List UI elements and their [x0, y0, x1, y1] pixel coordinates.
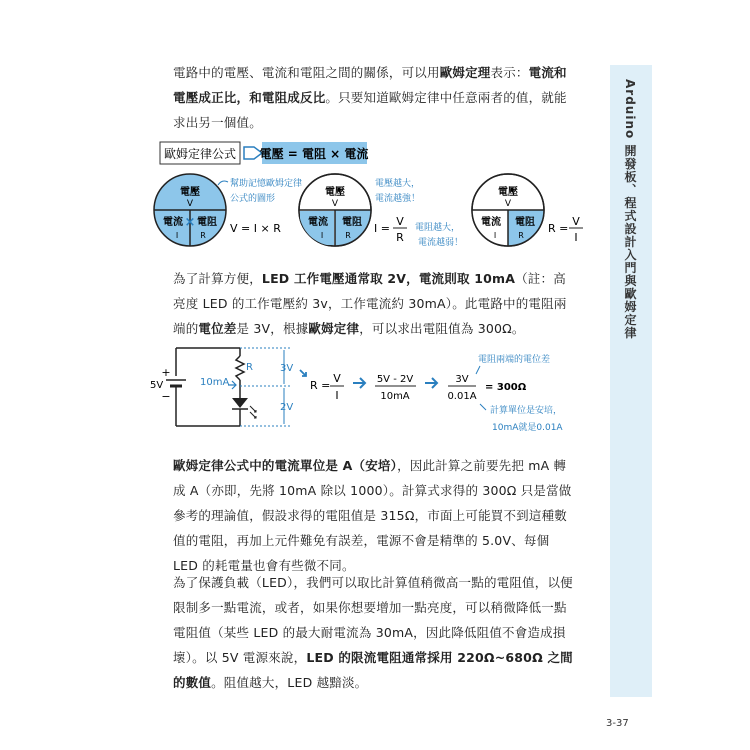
svg-text:電阻: 電阻	[515, 217, 535, 228]
svg-text:I: I	[574, 231, 578, 244]
svg-text:R: R	[246, 362, 253, 373]
svg-text:V: V	[331, 199, 339, 209]
svg-text:I: I	[335, 389, 339, 402]
svg-text:計算單位是安培，: 計算單位是安培，	[490, 406, 563, 416]
svg-text:電阻: 電阻	[342, 217, 362, 228]
arrow-icon	[300, 370, 306, 376]
svg-text:3V: 3V	[455, 374, 469, 385]
svg-text:電壓: 電壓	[180, 187, 200, 198]
arrow-icon	[425, 378, 437, 388]
current-label: 10mA	[200, 377, 230, 388]
svg-text:I: I	[493, 231, 497, 240]
result: = 300Ω	[485, 382, 527, 393]
svg-text:R: R	[200, 231, 206, 240]
svg-text:I: I	[175, 231, 179, 240]
svg-text:電流: 電流	[481, 217, 501, 228]
memory-circle-full	[154, 174, 226, 246]
chapter-title: Arduino 開發板、程式設計入門與歐姆定律	[623, 79, 637, 340]
equation-v: V = I × R	[230, 222, 281, 235]
protection-paragraph: 為了保護負載（LED），我們可以取比計算值稍微高一點的電阻值，以便限制多一點電流，或者，如果你想要增加一點亮度，可以稍微降低一點電阻值（某些 LED 的最大耐電流為 30mA，因此降低阻值不會造成損壞）。以 5V 電源來說，LED 的限流電阻通常採用 220Ω~680Ω 之間的數值。阻值越大，LED 越黯淡。	[173, 575, 573, 690]
svg-text:+: +	[161, 366, 171, 379]
svg-text:電流: 電流	[308, 217, 328, 228]
svg-text:V: V	[504, 199, 512, 209]
svg-text:10mA就是0.01A: 10mA就是0.01A	[492, 423, 563, 433]
resistor-voltage: 3V	[280, 363, 294, 374]
svg-text:電壓越大，: 電壓越大，	[375, 179, 421, 189]
svg-text:V: V	[186, 199, 194, 209]
formula-highlight: 電壓 = 電阻 × 電流	[259, 147, 369, 161]
svg-text:電流越弱！: 電流越弱！	[418, 238, 464, 248]
intro-paragraph: 電路中的電壓、電流和電阻之間的關係，可以用歐姆定理表示：電流和電壓成正比，和電阻成反比。只要知道歐姆定律中任意兩者的值，就能求出另一個值。	[173, 65, 567, 130]
svg-text:R: R	[518, 231, 524, 240]
svg-text:−: −	[161, 390, 171, 403]
memory-circle-current	[299, 174, 371, 246]
svg-text:10mA: 10mA	[380, 391, 410, 402]
svg-text:R =: R =	[310, 379, 331, 392]
svg-text:V: V	[333, 372, 341, 385]
calc-paragraph: 為了計算方便，LED 工作電壓通常取 2V，電流則取 10mA（註：高亮度 LED 的工作電壓約 3v，工作電流約 30mA）。此電路中的電阻兩端的電位差是 3V，根據歐姆定律，可以求出電阻值為 300Ω。	[173, 271, 567, 336]
svg-text:公式的圖形: 公式的圖形	[230, 194, 276, 204]
svg-text:5V - 2V: 5V - 2V	[376, 374, 414, 385]
svg-text:R: R	[345, 231, 351, 240]
svg-text:I: I	[320, 231, 324, 240]
svg-text:電壓: 電壓	[325, 187, 345, 198]
times-icon: ×	[184, 215, 196, 230]
source-voltage: 5V	[150, 380, 164, 391]
chapter-sidebar	[610, 65, 652, 697]
ohms-law-diagram	[150, 135, 600, 265]
svg-text:V: V	[396, 215, 404, 228]
svg-text:0.01A: 0.01A	[447, 391, 477, 402]
unit-paragraph: 歐姆定律公式中的電流單位是 A（安培），因此計算之前要先把 mA 轉成 A（亦即，先將 10mA 除以 1000）。計算式求得的 300Ω 只是當做參考的理論值，假設求得的電阻值是 315Ω，市面上可能買不到這種數值的電阻，再加上元件難免有誤差，電源不會是精準的 5.0V、每個 LED 的耗電量也會有些微不同。	[173, 458, 572, 573]
svg-text:R =: R =	[548, 222, 569, 235]
page-number: 3-37	[606, 718, 629, 729]
led-icon	[232, 398, 248, 408]
svg-text:電阻越大，: 電阻越大，	[415, 223, 461, 233]
svg-text:幫助記憶歐姆定律: 幫助記憶歐姆定律	[230, 179, 303, 189]
memory-circle-resistance	[472, 174, 544, 246]
resistor-icon	[236, 356, 244, 380]
arrow-icon	[353, 378, 365, 388]
svg-text:V: V	[572, 215, 580, 228]
svg-text:電阻兩端的電位差: 電阻兩端的電位差	[478, 355, 551, 365]
led-circuit-diagram	[140, 340, 600, 445]
svg-text:R: R	[396, 231, 404, 244]
svg-text:電流: 電流	[163, 217, 183, 228]
formula-label: 歐姆定律公式	[163, 147, 237, 161]
led-voltage: 2V	[280, 402, 294, 413]
svg-text:I =: I =	[374, 222, 390, 235]
svg-text:電阻: 電阻	[197, 217, 217, 228]
svg-text:電流越強！: 電流越強！	[375, 194, 421, 204]
svg-text:電壓: 電壓	[498, 187, 518, 198]
